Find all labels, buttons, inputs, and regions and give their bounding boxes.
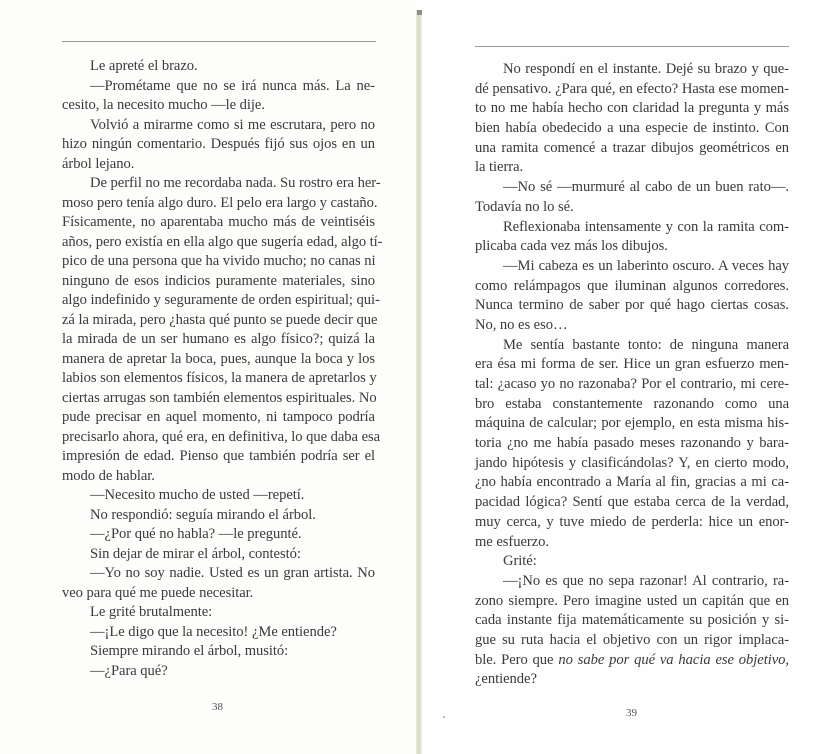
text-line: [475, 336, 789, 356]
text-line-content: Reflexionaba intensamente y con la ramita com-: [503, 218, 789, 235]
text-line: [475, 119, 789, 139]
text-line: [475, 80, 789, 100]
text-line: [62, 77, 375, 97]
text-line-content: Nunca termino de saber por qué hago ciertas cosas.: [475, 297, 789, 314]
text-line: [62, 291, 380, 311]
text-line-content: ¿no había encontrado a María al fin, gracias a mi ca-: [475, 474, 789, 491]
right-page-body: [475, 60, 789, 690]
text-line: [475, 277, 789, 297]
text-line: [62, 252, 375, 272]
text-line: [62, 662, 375, 682]
text-line: [475, 99, 789, 119]
text-line-content: No respondió: seguía mirando el árbol.: [90, 506, 316, 523]
text-line: [62, 623, 375, 643]
text-line: [62, 486, 375, 506]
text-line-content: una ramita comencé a trazar dibujos geométricos en: [475, 139, 789, 156]
header-rule-right: [475, 46, 789, 47]
text-line-content: No, no es eso…: [475, 316, 568, 333]
text-line-content: máquina de calcular; por ejemplo, en esta misma his-: [475, 415, 789, 432]
text-line-content: dé pensativo. ¿Para qué, en efecto? Hasta ese momen-: [475, 80, 789, 97]
text-line: [475, 158, 789, 178]
right-page: [422, 0, 828, 754]
text-line: [475, 434, 789, 454]
text-line-content: —Mi cabeza es un laberinto oscuro. A veces hay: [503, 257, 789, 274]
text-line: [62, 506, 375, 526]
text-line-content: to no me había hecho con claridad la pregunta y más: [475, 100, 789, 117]
text-line-content: cada instante fija matemáticamente su posición y si-: [475, 612, 789, 629]
text-line: [62, 428, 381, 448]
text-line-content: pude precisar en aquel momento, ni tampoco podría: [62, 409, 375, 425]
text-line: [475, 296, 789, 316]
text-line-content: ble. Pero que: [475, 651, 559, 668]
text-line-content: ciertas arrugas son también elementos espirituales. No: [62, 389, 377, 406]
text-line-content: impresión de edad. Pienso que también podría ser el: [62, 448, 375, 464]
text-line-content: la tierra.: [475, 159, 524, 176]
text-line-content: ¿entiende?: [475, 671, 537, 688]
text-line: [475, 670, 789, 690]
text-line-content: pico de una persona que ha vivido mucho; no canas ni: [62, 253, 376, 269]
text-line-content: —Prométame que no se irá nunca más. La ne-: [90, 77, 375, 94]
text-line: [62, 57, 375, 77]
text-line: [475, 237, 789, 257]
text-line: [475, 355, 789, 375]
text-line-content: De perfil no me recordaba nada. Su rostro era her-: [90, 175, 381, 191]
text-line: [62, 584, 375, 604]
text-line-content: bro estaba constantemente razonando como una: [475, 395, 789, 412]
text-line: [62, 135, 375, 155]
text-line-content: Todavía no lo sé.: [475, 198, 574, 215]
text-line-content: me esfuerzo.: [475, 533, 549, 550]
text-line: [62, 603, 375, 623]
text-line-content: algo indefinido y seguramente de orden espiritual; qui-: [62, 292, 380, 308]
text-line-content: moso pero tenía algo duro. El pelo era largo y castaño.: [62, 194, 378, 211]
text-line-content: pacidad lógica? Sentí que estaba cerca de la verdad,: [475, 494, 789, 511]
text-line-content: labios son elementos físicos, la manera de apretarlos y: [62, 370, 377, 386]
text-line: [475, 257, 789, 277]
text-line-content: muy cerca, y tuve miedo de perderla: hice un enor-: [475, 513, 789, 530]
text-line: [475, 375, 789, 395]
text-line: [62, 272, 375, 292]
text-line: [475, 218, 789, 238]
text-line-content: bien había obedecido a una especie de instinto. Con: [475, 120, 789, 137]
text-line: [475, 316, 789, 336]
text-line: [475, 552, 789, 572]
text-line: [475, 395, 789, 415]
text-line: [62, 330, 375, 350]
text-line-content: Físicamente, no aparentaba mucho más de veintiséis: [62, 214, 375, 230]
text-line-content: precisarlo ahora, qué era, en definitiva, lo que daba esa: [62, 428, 381, 445]
text-line: [62, 447, 375, 467]
text-line-content: —¡Le digo que la necesito! ¿Me entiende?: [90, 623, 337, 640]
text-line-content: toria ¿no me había pasado meses razonando y bara-: [475, 435, 789, 452]
text-line: [475, 611, 789, 631]
text-line: [475, 60, 789, 80]
text-line-content: como relámpagos que iluminan algunos corredores.: [475, 277, 789, 294]
text-line-content: veo para qué me puede necesitar.: [62, 584, 254, 601]
text-line-content: No respondí en el instante. Dejé su brazo y que-: [503, 61, 789, 77]
text-line: [62, 233, 383, 253]
text-line: [62, 213, 375, 233]
page-number-left: 38: [212, 701, 223, 713]
italic-emphasis: no sabe por qué va hacia ese objetivo,: [558, 651, 789, 668]
text-line-content: Le apreté el brazo.: [90, 58, 198, 74]
text-line-content: —No sé —murmuré al cabo de un buen rato—.: [503, 179, 789, 196]
header-rule-left: [62, 41, 376, 42]
text-line-content: cesito, la necesito mucho —le dije.: [62, 97, 265, 113]
text-line: [475, 493, 789, 513]
left-page-body: [62, 57, 383, 681]
text-line: [475, 454, 789, 474]
text-line: [62, 155, 375, 175]
text-line: [475, 631, 789, 651]
text-line-content: hizo ningún comentario. Después fijó sus ojos en un: [62, 136, 375, 152]
text-line-content: Me sentía bastante tonto: de ninguna manera: [503, 336, 789, 353]
scan-speck: [443, 716, 445, 718]
text-line-content: jando hipótesis y clasificándolas? Y, en cierto modo,: [475, 454, 789, 471]
text-line-content: ninguno de esos indicios puramente materiales, sino: [62, 272, 375, 289]
text-line-content: —¿Por qué no habla? —le pregunté.: [90, 526, 302, 542]
text-line-content: Volvió a mirarme como si me escrutara, pero no: [90, 116, 375, 133]
page-number-right: 39: [626, 707, 637, 719]
text-line-content: la mirada de un ser humano es algo físico?; quizá la: [62, 331, 375, 347]
text-line-content: —Yo no soy nadie. Usted es un gran artista. No: [90, 565, 375, 581]
text-line-content: árbol lejano.: [62, 155, 135, 172]
text-line: [475, 592, 789, 612]
text-line: [475, 139, 789, 159]
text-line-content: plicaba cada vez más los dibujos.: [475, 238, 668, 255]
text-line-content: gue su ruta hacia el objetivo con un rigor implaca-: [475, 631, 789, 648]
text-line-content: —¡No es que no sepa razonar! Al contrario, ra-: [503, 572, 789, 589]
text-line: [475, 178, 789, 198]
text-line: [62, 408, 375, 428]
text-line-content: —¿Para qué?: [90, 662, 168, 679]
text-line: [475, 414, 789, 434]
text-line-content: años, pero existía en ella algo que sugería edad, algo tí-: [62, 233, 383, 250]
text-line-content: tal: ¿acaso yo no razonaba? Por el contrario, mi cere-: [475, 376, 789, 392]
text-line-content: Sin dejar de mirar el árbol, contestó:: [90, 545, 301, 562]
text-line-content: Siempre mirando el árbol, musitó:: [90, 643, 289, 659]
text-line-content: —Necesito mucho de usted —repetí.: [90, 487, 305, 503]
text-line: [475, 572, 789, 592]
text-line-content: Grité:: [503, 553, 537, 570]
text-line: [62, 642, 375, 662]
text-line: [475, 533, 789, 553]
text-line-content: zono siempre. Pero imagine usted un capitán que en: [475, 592, 789, 609]
text-line-content: manera de apretar la boca, pues, aunque la boca y los: [62, 350, 375, 367]
text-line: [62, 389, 375, 409]
text-line: [62, 96, 375, 116]
text-line: [62, 467, 375, 487]
text-line: [475, 513, 789, 533]
text-line: [62, 116, 375, 136]
text-line: [62, 564, 375, 584]
text-line: [62, 194, 378, 214]
text-line: [62, 350, 375, 370]
text-line: [62, 525, 375, 545]
text-line-content: modo de hablar.: [62, 467, 155, 484]
text-line: [62, 311, 378, 331]
text-line: [62, 174, 381, 194]
text-line-content: Le grité brutalmente:: [90, 604, 213, 620]
text-line-content: era ésa mi forma de ser. Hice un gran esfuerzo men-: [475, 356, 789, 373]
text-line: [62, 545, 375, 565]
text-line: [62, 369, 375, 389]
text-line: [475, 473, 789, 493]
text-line: [475, 651, 789, 671]
text-line-content: zá la mirada, pero ¿hasta qué punto se puede decir que: [62, 311, 378, 328]
text-line: [475, 198, 789, 218]
